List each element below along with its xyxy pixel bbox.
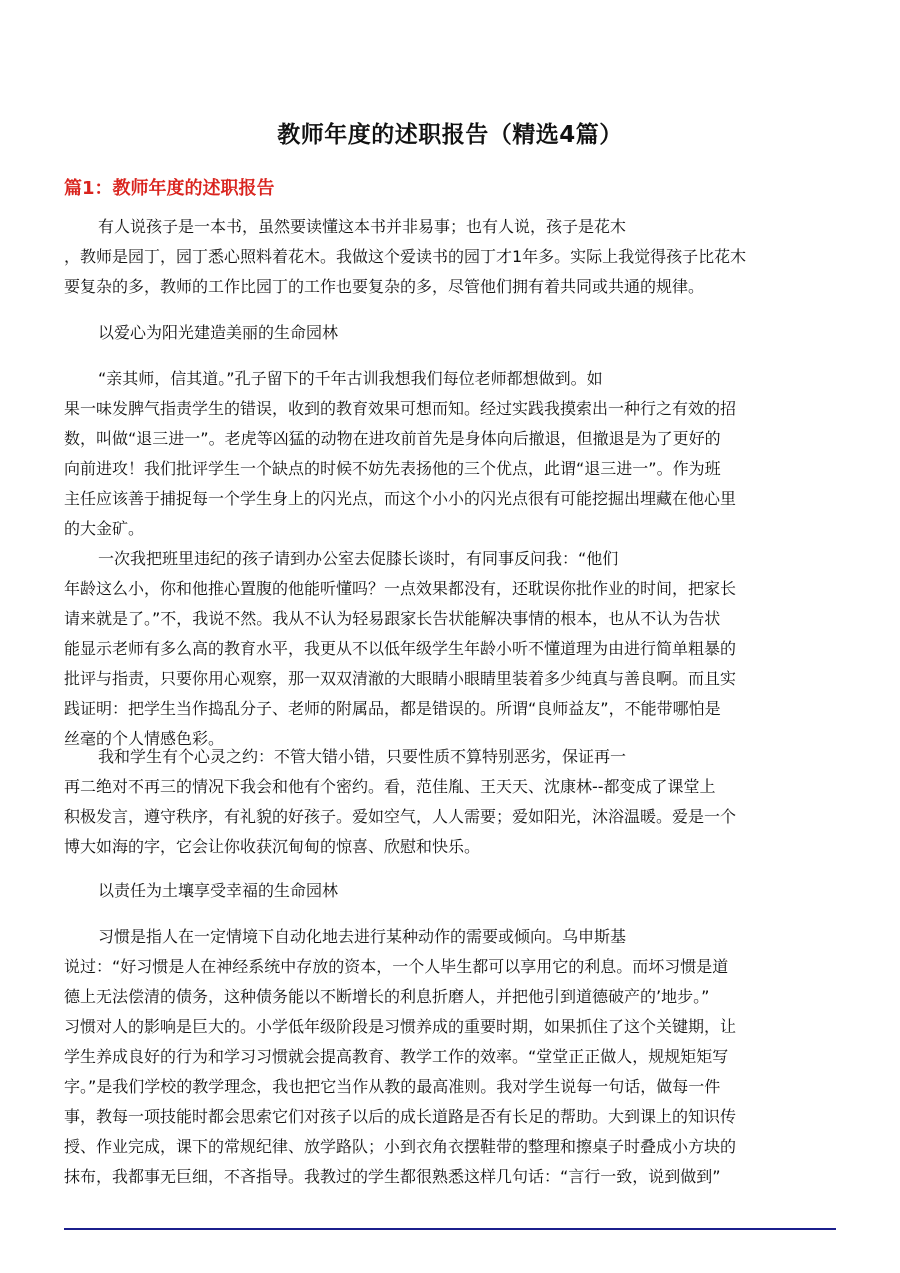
text-line: 年龄这么小，你和他推心置腹的他能听懂吗？一点效果都没有，还耽误你批作业的时间，把家长: [64, 579, 737, 598]
paragraph-intro: [64, 212, 836, 302]
text-line: 要复杂的多，教师的工作比园丁的工作也要复杂的多，尽管他们拥有着共同或共通的规律。: [64, 277, 705, 296]
paragraph-heart-pact: [64, 742, 836, 862]
footer-divider: [64, 1228, 836, 1230]
text-line: 积极发言，遵守秩序，有礼貌的好孩子。爱如空气，人人需要；爱如阳光，沐浴温暖。爱是一个: [64, 807, 737, 826]
text-line: 的大金矿。: [64, 519, 145, 538]
text-line: 学生养成良好的行为和学习习惯就会提高教育、教学工作的效率。“堂堂正正做人，规规矩矩写: [64, 1047, 729, 1066]
text-line: 向前进攻！我们批评学生一个缺点的时候不妨先表扬他的三个优点，此谓“退三进一”。作为班: [64, 459, 721, 478]
text-line: 果一味发脾气指责学生的错误，收到的教育效果可想而知。经过实践我摸索出一种行之有效的招: [64, 399, 737, 418]
text-line: 再二绝对不再三的情况下我会和他有个密约。看，范佳胤、王天天、沈康林--都变成了课堂上: [64, 777, 716, 796]
text-line: 习惯对人的影响是巨大的。小学低年级阶段是习惯养成的重要时期，如果抓住了这个关键期，让: [64, 1017, 737, 1036]
subheading-responsibility: [64, 876, 836, 906]
subheading-love: [64, 318, 836, 348]
text-line: 丝毫的个人情感色彩。: [64, 729, 225, 748]
paragraph-habits: [64, 922, 836, 1192]
text-line: 能显示老师有多么高的教育水平，我更从不以低年级学生年龄小听不懂道理为由进行简单粗暴的: [64, 639, 737, 658]
text-line: 有人说孩子是一本书，虽然要读懂这本书并非易事；也有人说，孩子是花木: [98, 217, 627, 236]
text-line: 授、作业完成，课下的常规纪律、放学路队；小到衣角衣摆鞋带的整理和擦桌子时叠成小方块的: [64, 1137, 737, 1156]
text-line: 我和学生有个心灵之约：不管大错小错，只要性质不算特别恶劣，保证再一: [98, 747, 627, 766]
text-line: 主任应该善于捕捉每一个学生身上的闪光点，而这个小小的闪光点很有可能挖掘出埋藏在他心里: [64, 489, 737, 508]
text-line: 说过：“好习惯是人在神经系统中存放的资本，一个人毕生都可以享用它的利息。而坏习惯是道: [64, 957, 729, 976]
text-line: 德上无法偿清的债务，这种债务能以不断增长的利息折磨人，并把他引到道德破产的’地步。”: [64, 987, 710, 1006]
text-line: 一次我把班里违纪的孩子请到办公室去促膝长谈时，有同事反问我：“他们: [98, 549, 619, 568]
document-title: 教师年度的述职报告（精选4篇）: [277, 122, 623, 148]
text-line: 批评与指责，只要你用心观察，那一双双清澈的大眼睛小眼睛里装着多少纯真与善良啊。而且实: [64, 669, 737, 688]
text-line: 字。”是我们学校的教学理念，我也把它当作从教的最高准则。我对学生说每一句话，做每一件: [64, 1077, 721, 1096]
text-line: 践证明：把学生当作捣乱分子、老师的附属品，都是错误的。所谓“良师益友”，不能带哪怕是: [64, 699, 721, 718]
text-line: 请来就是了。”不，我说不然。我从不认为轻易跟家长告状能解决事情的根本，也从不认为告状: [64, 609, 721, 628]
text-line: 以责任为土壤享受幸福的生命园林: [98, 881, 339, 900]
paragraph-retreat-three: [64, 364, 836, 544]
text-line: 习惯是指人在一定情境下自动化地去进行某种动作的需要或倾向。乌申斯基: [98, 927, 627, 946]
text-line: 数，叫做“退三进一”。老虎等凶猛的动物在进攻前首先是身体向后撤退，但撤退是为了更好的: [64, 429, 721, 448]
section-heading: 篇1：教师年度的述职报告: [64, 178, 275, 199]
text-line: “亲其师，信其道。”孔子留下的千年古训我想我们每位老师都想做到。如: [98, 369, 603, 388]
text-line: 博大如海的字，它会让你收获沉甸甸的惊喜、欣慰和快乐。: [64, 837, 481, 856]
text-line: 抹布，我都事无巨细，不吝指导。我教过的学生都很熟悉这样几句话：“言行一致，说到做到”: [64, 1167, 721, 1186]
text-line: 事，教每一项技能时都会思索它们对孩子以后的成长道路是否有长足的帮助。大到课上的知识传: [64, 1107, 737, 1126]
text-line: 以爱心为阳光建造美丽的生命园林: [98, 323, 339, 342]
text-line: ，教师是园丁，园丁悉心照料着花木。我做这个爱读书的园丁才1年多。实际上我觉得孩子比花木: [64, 247, 747, 266]
paragraph-office-talk: [64, 544, 836, 754]
